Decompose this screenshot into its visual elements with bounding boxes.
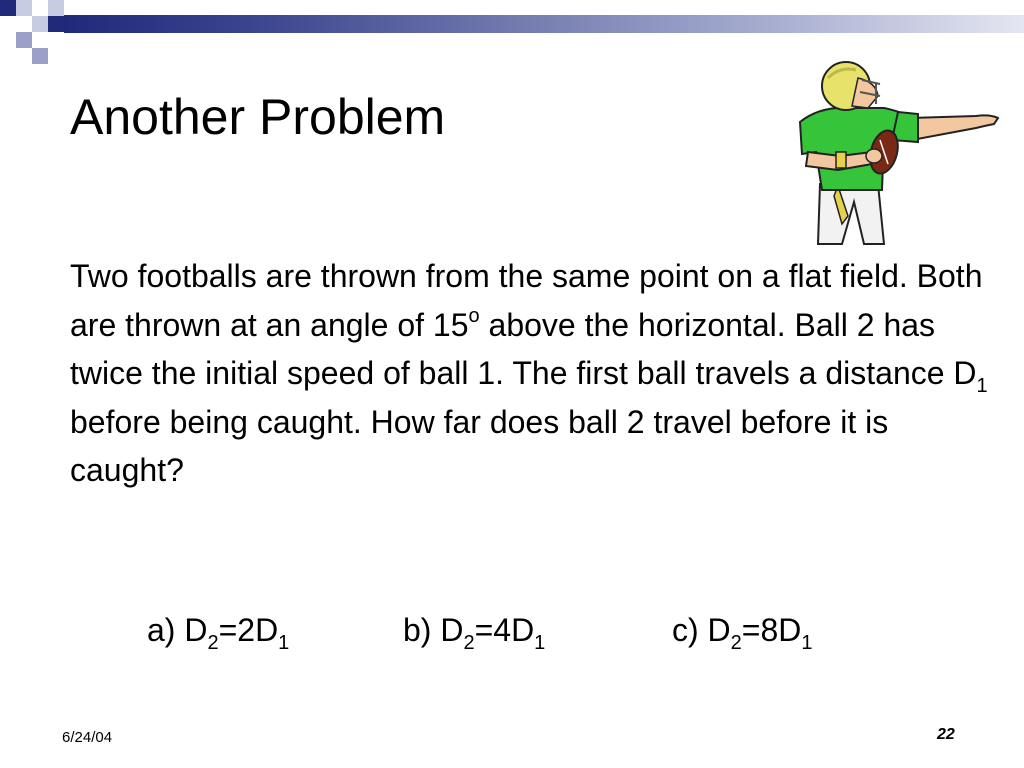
problem-text-part2: above the horizontal. Ball 2 has twice the initial speed of ball 1. The first ball travels a distance D bbox=[70, 306, 977, 391]
answer-choice-b bbox=[403, 608, 545, 652]
header-square bbox=[32, 16, 48, 32]
choice-subscript: 1 bbox=[278, 632, 290, 654]
choice-subscript: 1 bbox=[534, 632, 546, 654]
answer-choice-a bbox=[147, 608, 289, 652]
choice-subscript: 2 bbox=[730, 632, 742, 654]
page-number: 22 bbox=[937, 726, 955, 743]
choice-equation: =2D bbox=[218, 612, 279, 648]
problem-text-part3: before being caught. How far does ball 2 travel before it is caught? bbox=[70, 403, 889, 488]
header-square bbox=[0, 0, 16, 16]
header-square bbox=[48, 0, 64, 16]
header-square bbox=[16, 0, 32, 16]
answer-choice-c bbox=[672, 608, 813, 652]
slide-title: Another Problem bbox=[70, 89, 446, 145]
header-square bbox=[48, 16, 64, 32]
choice-equation: =4D bbox=[474, 612, 535, 648]
choice-subscript: 2 bbox=[207, 632, 219, 654]
choice-label: b) D bbox=[403, 612, 464, 648]
degree-superscript: o bbox=[468, 304, 480, 327]
choice-equation: =8D bbox=[741, 612, 802, 648]
problem-text bbox=[70, 252, 990, 495]
problem-text-part1: Two footballs are thrown from the same point on a flat field. Both are thrown at an angle of 15 bbox=[70, 258, 983, 343]
distance-subscript: 1 bbox=[976, 375, 988, 397]
header-square bbox=[32, 48, 48, 64]
header-square bbox=[16, 32, 32, 48]
header-gradient-bar bbox=[64, 15, 1024, 33]
choice-subscript: 2 bbox=[463, 632, 475, 654]
choice-label: c) D bbox=[672, 612, 731, 648]
football-quarterback-icon bbox=[780, 56, 1004, 250]
choice-label: a) D bbox=[147, 612, 208, 648]
footer-date: 6/24/04 bbox=[62, 729, 113, 746]
choice-subscript: 1 bbox=[801, 632, 813, 654]
